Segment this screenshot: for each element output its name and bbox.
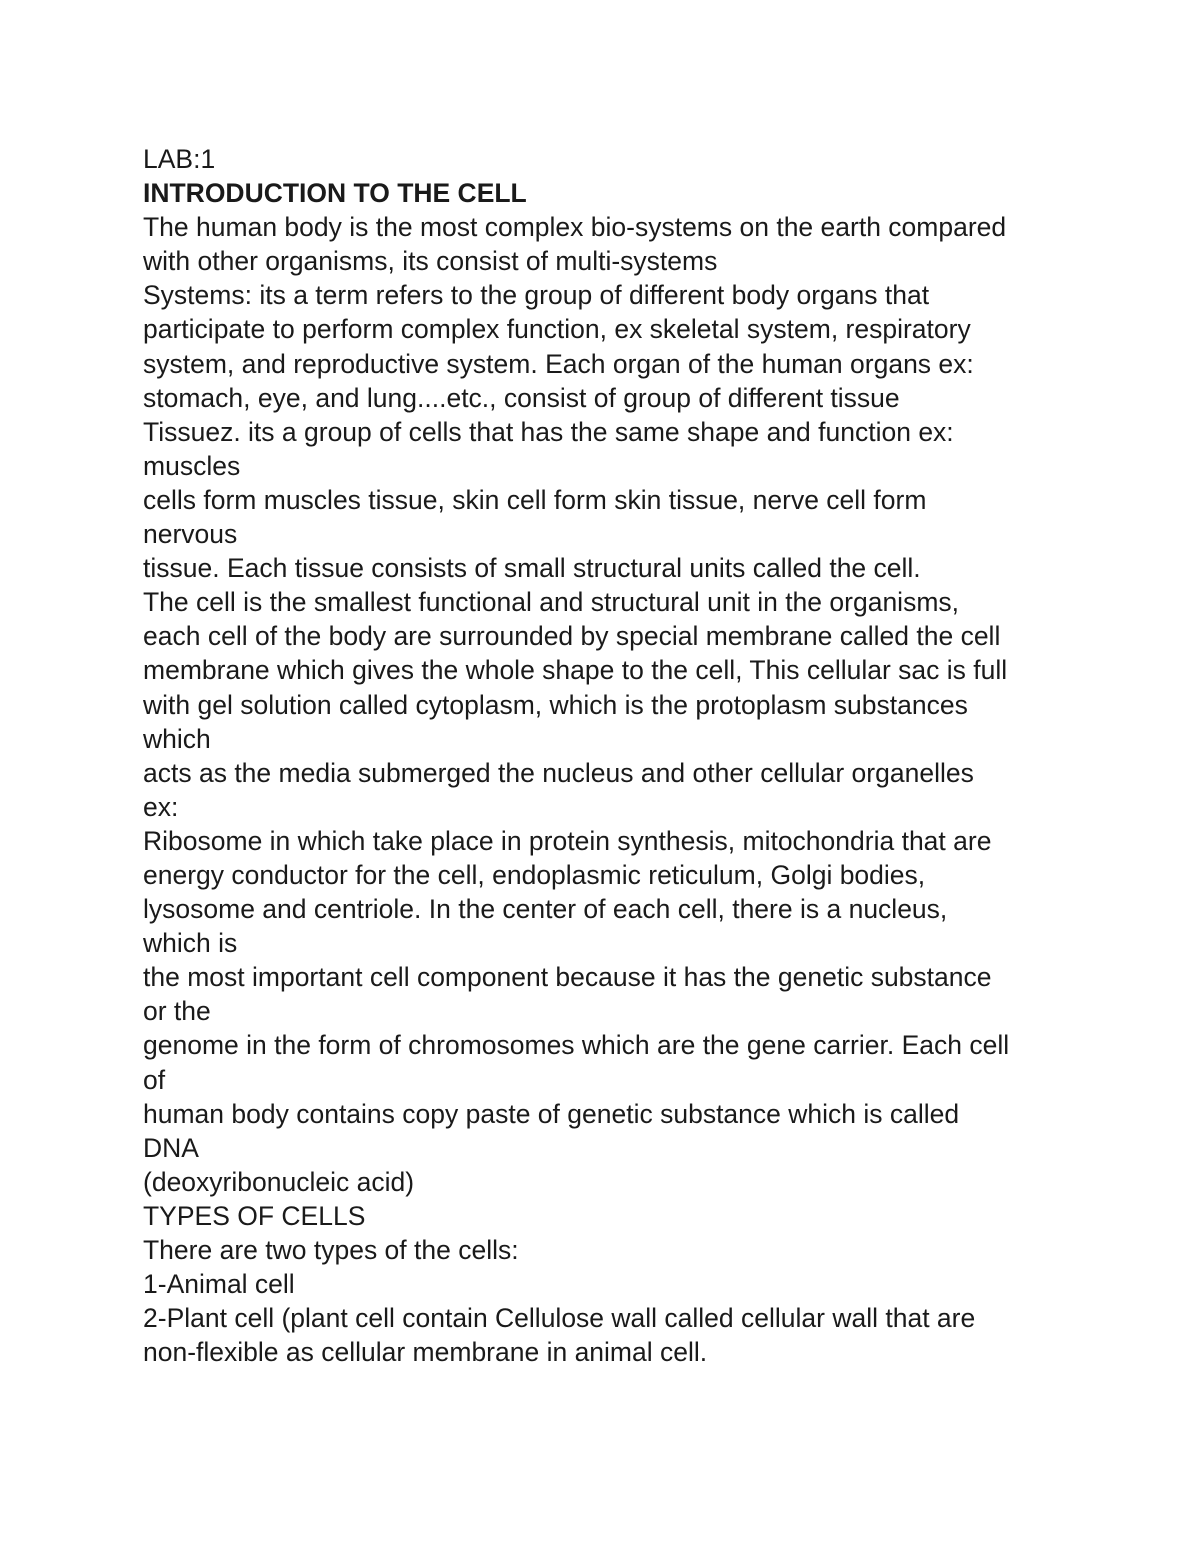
page-title: INTRODUCTION TO THE CELL xyxy=(143,178,527,209)
text-line: the most important cell component because it has the genetic substance xyxy=(143,962,992,993)
text-line: Systems: its a term refers to the group of different body organs that xyxy=(143,280,930,311)
text-line: lysosome and centriole. In the center of each cell, there is a nucleus, xyxy=(143,894,948,925)
list-item: 2-Plant cell (plant cell contain Cellulose wall called cellular wall that are xyxy=(143,1303,976,1334)
text-line: There are two types of the cells: xyxy=(143,1235,519,1265)
text-line: The cell is the smallest functional and structural unit in the organisms, xyxy=(143,587,960,618)
text-line: stomach, eye, and lung....etc., consist of group of different tissue xyxy=(143,382,900,413)
list-item: 1-Animal cell xyxy=(143,1269,295,1300)
text-line: participate to perform complex function, ex skeletal system, respiratory xyxy=(143,314,971,345)
section-heading: TYPES OF CELLS xyxy=(143,1200,366,1231)
text-line: Tissuez. its a group of cells that has the same shape and function ex: xyxy=(143,416,954,447)
text-line: ex: xyxy=(143,791,179,822)
text-line: human body contains copy paste of genetic substance which is called xyxy=(143,1098,960,1129)
text-line: or the xyxy=(143,996,211,1027)
text-line: DNA xyxy=(143,1132,199,1163)
text-line: muscles xyxy=(143,450,241,481)
text-line: tissue. Each tissue consists of small structural units called the cell. xyxy=(143,553,921,584)
text-line: The human body is the most complex bio-systems on the earth compared xyxy=(143,212,1007,243)
text-line: membrane which gives the whole shape to the cell, This cellular sac is full xyxy=(143,655,1008,686)
text-line: energy conductor for the cell, endoplasmic reticulum, Golgi bodies, xyxy=(143,859,926,890)
text-line: (deoxyribonucleic acid) xyxy=(143,1166,415,1197)
text-line: system, and reproductive system. Each organ of the human organs ex: xyxy=(143,348,974,379)
lab-label: LAB:1 xyxy=(143,144,216,174)
text-line: nervous xyxy=(143,519,238,550)
text-line: non-flexible as cellular membrane in animal cell. xyxy=(143,1337,708,1368)
text-line: each cell of the body are surrounded by special membrane called the cell xyxy=(143,621,1001,652)
text-line: which xyxy=(143,723,211,754)
text-line: of xyxy=(143,1064,166,1095)
document-body xyxy=(143,142,1143,1369)
text-line: with other organisms, its consist of multi-systems xyxy=(143,246,718,277)
text-line: which is xyxy=(143,928,238,959)
text-line: acts as the media submerged the nucleus and other cellular organelles xyxy=(143,757,974,788)
text-line: with gel solution called cytoplasm, which is the protoplasm substances xyxy=(143,689,968,720)
text-line: genome in the form of chromosomes which are the gene carrier. Each cell xyxy=(143,1030,1010,1061)
text-line: cells form muscles tissue, skin cell form skin tissue, nerve cell form xyxy=(143,484,927,515)
text-line: Ribosome in which take place in protein synthesis, mitochondria that are xyxy=(143,825,992,856)
